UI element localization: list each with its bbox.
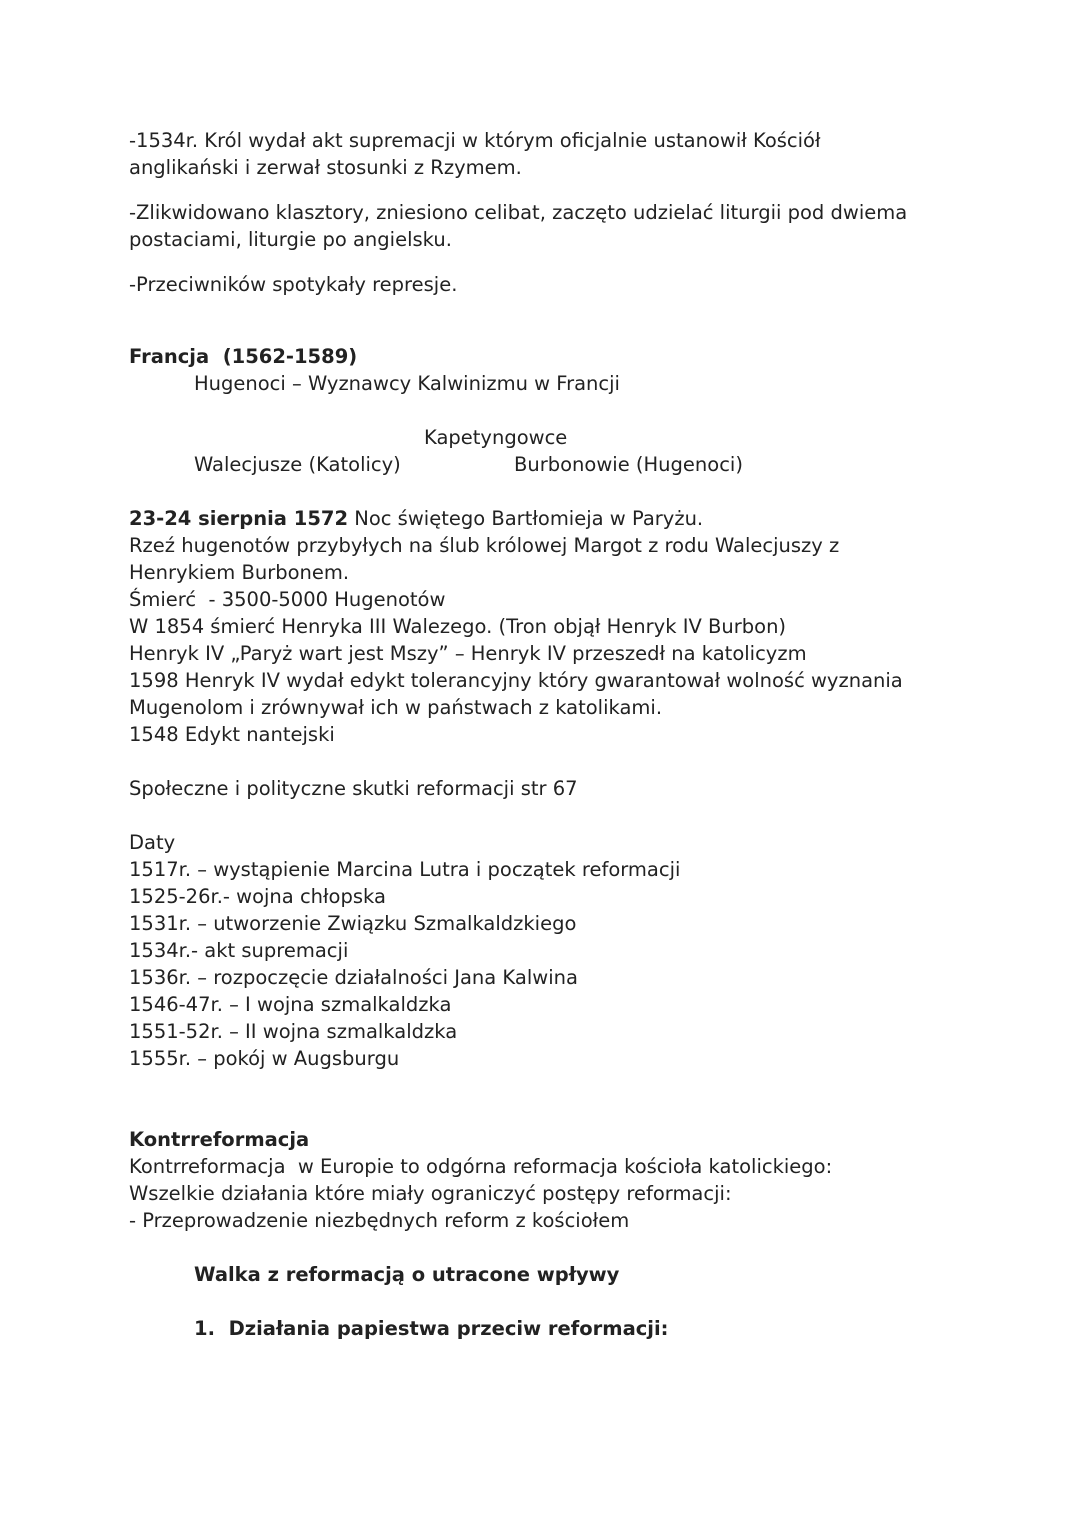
intro-paragraph-3: -Przeciwników spotykały represje. (129, 273, 458, 296)
effects-note: Społeczne i polityczne skutki reformacji str 67 (129, 777, 578, 800)
counter-line: Wszelkie działania które miały ograniczyć postępy reformacji: (129, 1182, 732, 1205)
bartholomew-event: Noc świętego Bartłomieja w Paryżu. (348, 507, 704, 530)
date-item: 1531r. – utworzenie Związku Szmalkaldzkiego (129, 912, 577, 935)
text-line: -Zlikwidowano klasztory, zniesiono celibat, zaczęto udzielać liturgii pod dwiema (129, 201, 908, 224)
bartholomew-heading (129, 505, 1009, 532)
document-page (129, 127, 1009, 1342)
text-line: postaciami, liturgie po angielsku. (129, 228, 452, 251)
counter-heading: Kontrreformacja (129, 1128, 310, 1151)
bartholomew-line: Śmierć - 3500-5000 Hugenotów (129, 588, 446, 611)
text-line: -1534r. Król wydał akt supremacji w którym oficjalnie ustanowił Kościół (129, 129, 821, 152)
france-subheading: Hugenoci – Wyznawcy Kalwinizmu w Francji (194, 372, 620, 395)
date-item: 1517r. – wystąpienie Marcina Lutra i początek reformacji (129, 858, 681, 881)
text-line: anglikański i zerwał stosunki z Rzymem. (129, 156, 522, 179)
list-item-text: Działania papiestwa przeciw reformacji: (228, 1317, 669, 1340)
bartholomew-line: Henrykiem Burbonem. (129, 561, 350, 584)
counter-line: Kontrreformacja w Europie to odgórna reformacja kościoła katolickiego: (129, 1155, 833, 1178)
bartholomew-line: Mugenolom i zrównywał ich w państwach z katolikami. (129, 696, 663, 719)
date-item: 1536r. – rozpoczęcie działalności Jana Kalwina (129, 966, 578, 989)
intro-paragraph-1 (129, 127, 1009, 181)
bartholomew-line: Rzeź hugenotów przybyłych na ślub królowej Margot z rodu Walecjuszy z (129, 534, 840, 557)
date-item: 1525-26r.- wojna chłopska (129, 885, 386, 908)
date-item: 1555r. – pokój w Augsburgu (129, 1047, 400, 1070)
dynasty-parent: Kapetyngowce (424, 426, 568, 449)
france-heading: Francja (1562-1589) (129, 345, 358, 368)
dynasty-diagram (129, 424, 1009, 478)
dynasty-right: Burbonowie (Hugenoci) (514, 453, 743, 476)
date-item: 1534r.- akt supremacji (129, 939, 349, 962)
bartholomew-line: Henryk IV „Paryż wart jest Mszy” – Henryk IV przeszedł na katolicyzm (129, 642, 807, 665)
bartholomew-line: 1598 Henryk IV wydał edykt tolerancyjny który gwarantował wolność wyznania (129, 669, 903, 692)
counter-line: - Przeprowadzenie niezbędnych reform z kościołem (129, 1209, 630, 1232)
bartholomew-line: 1548 Edykt nantejski (129, 723, 335, 746)
counter-subheading: Walka z reformacją o utracone wpływy (194, 1263, 620, 1286)
dynasty-left: Walecjusze (Katolicy) (194, 453, 401, 476)
date-item: 1551-52r. – II wojna szmalkaldzka (129, 1020, 458, 1043)
list-number: 1. (194, 1317, 215, 1340)
date-item: 1546-47r. – I wojna szmalkaldzka (129, 993, 452, 1016)
bartholomew-date: 23-24 sierpnia 1572 (129, 507, 349, 530)
bartholomew-line: W 1854 śmierć Henryka III Walezego. (Tron objął Henryk IV Burbon) (129, 615, 787, 638)
numbered-list-item (129, 1315, 1009, 1342)
dates-title: Daty (129, 831, 176, 854)
intro-paragraph-2 (129, 199, 1009, 253)
